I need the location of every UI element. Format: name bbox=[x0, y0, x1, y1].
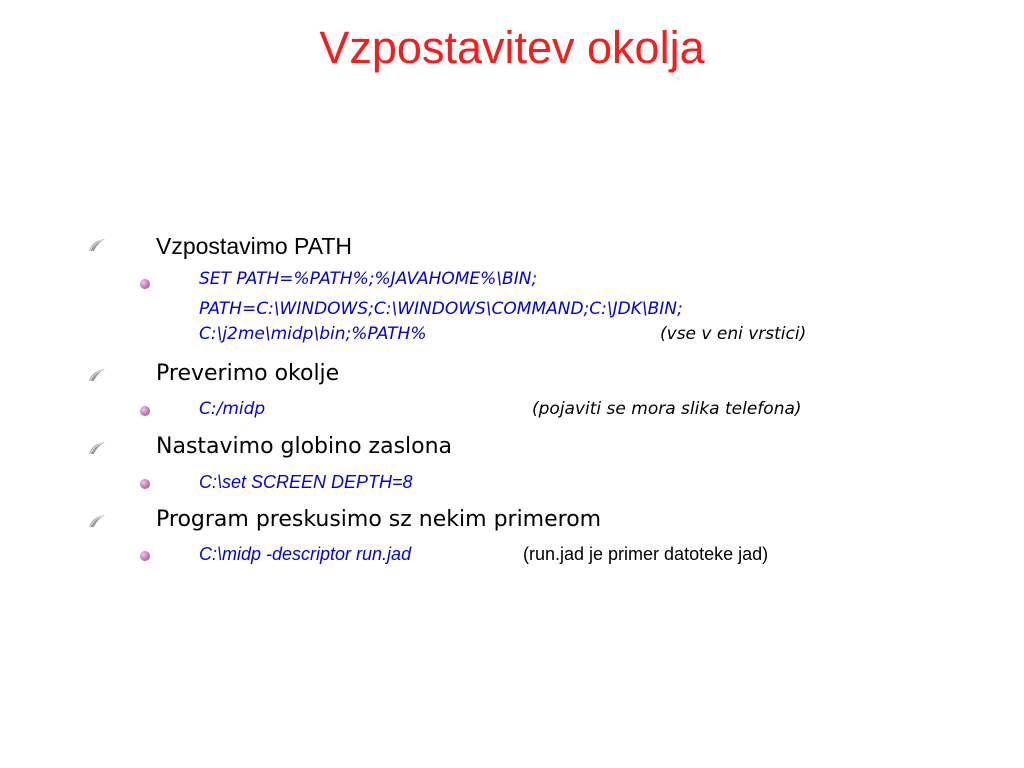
bullet-preverimo-okolje: Preverimo okolje bbox=[156, 361, 340, 386]
bullet-marker-icon bbox=[87, 514, 107, 528]
bullet-marker-icon bbox=[87, 441, 107, 455]
screen-depth-command: C:\set SCREEN DEPTH=8 bbox=[199, 472, 413, 492]
bullet-nastavimo-globino: Nastavimo globino zaslona bbox=[156, 434, 453, 459]
slide-title: Vzpostavitev okolja bbox=[319, 22, 705, 73]
path-note: (vse v eni vrstici) bbox=[660, 324, 807, 344]
midp-command: C:/midp bbox=[199, 399, 266, 419]
run-jad-note: (run.jad je primer datoteke jad) bbox=[523, 544, 769, 564]
bullet-vzpostavimo-path: Vzpostavimo PATH bbox=[156, 233, 352, 259]
bullet-marker-icon bbox=[87, 238, 107, 252]
path-command-line-2: PATH=C:\WINDOWS;C:\WINDOWS\COMMAND;C:\JDK\BIN; bbox=[199, 299, 683, 319]
bullet-marker-icon bbox=[87, 368, 107, 382]
run-jad-command: C:\midp -descriptor run.jad bbox=[199, 544, 412, 564]
midp-note: (pojaviti se mora slika telefona) bbox=[532, 399, 802, 419]
bullet-program-preskusimo: Program preskusimo sz nekim primerom bbox=[156, 507, 602, 532]
sub-bullet-icon bbox=[140, 551, 150, 561]
sub-bullet-icon bbox=[140, 479, 150, 489]
sub-bullet-icon bbox=[140, 279, 150, 289]
path-command-line-3: C:\j2me\midp\bin;%PATH% bbox=[199, 324, 427, 344]
path-command-line-1: SET PATH=%PATH%;%JAVAHOME%\BIN; bbox=[199, 269, 538, 289]
sub-bullet-icon bbox=[140, 406, 150, 416]
